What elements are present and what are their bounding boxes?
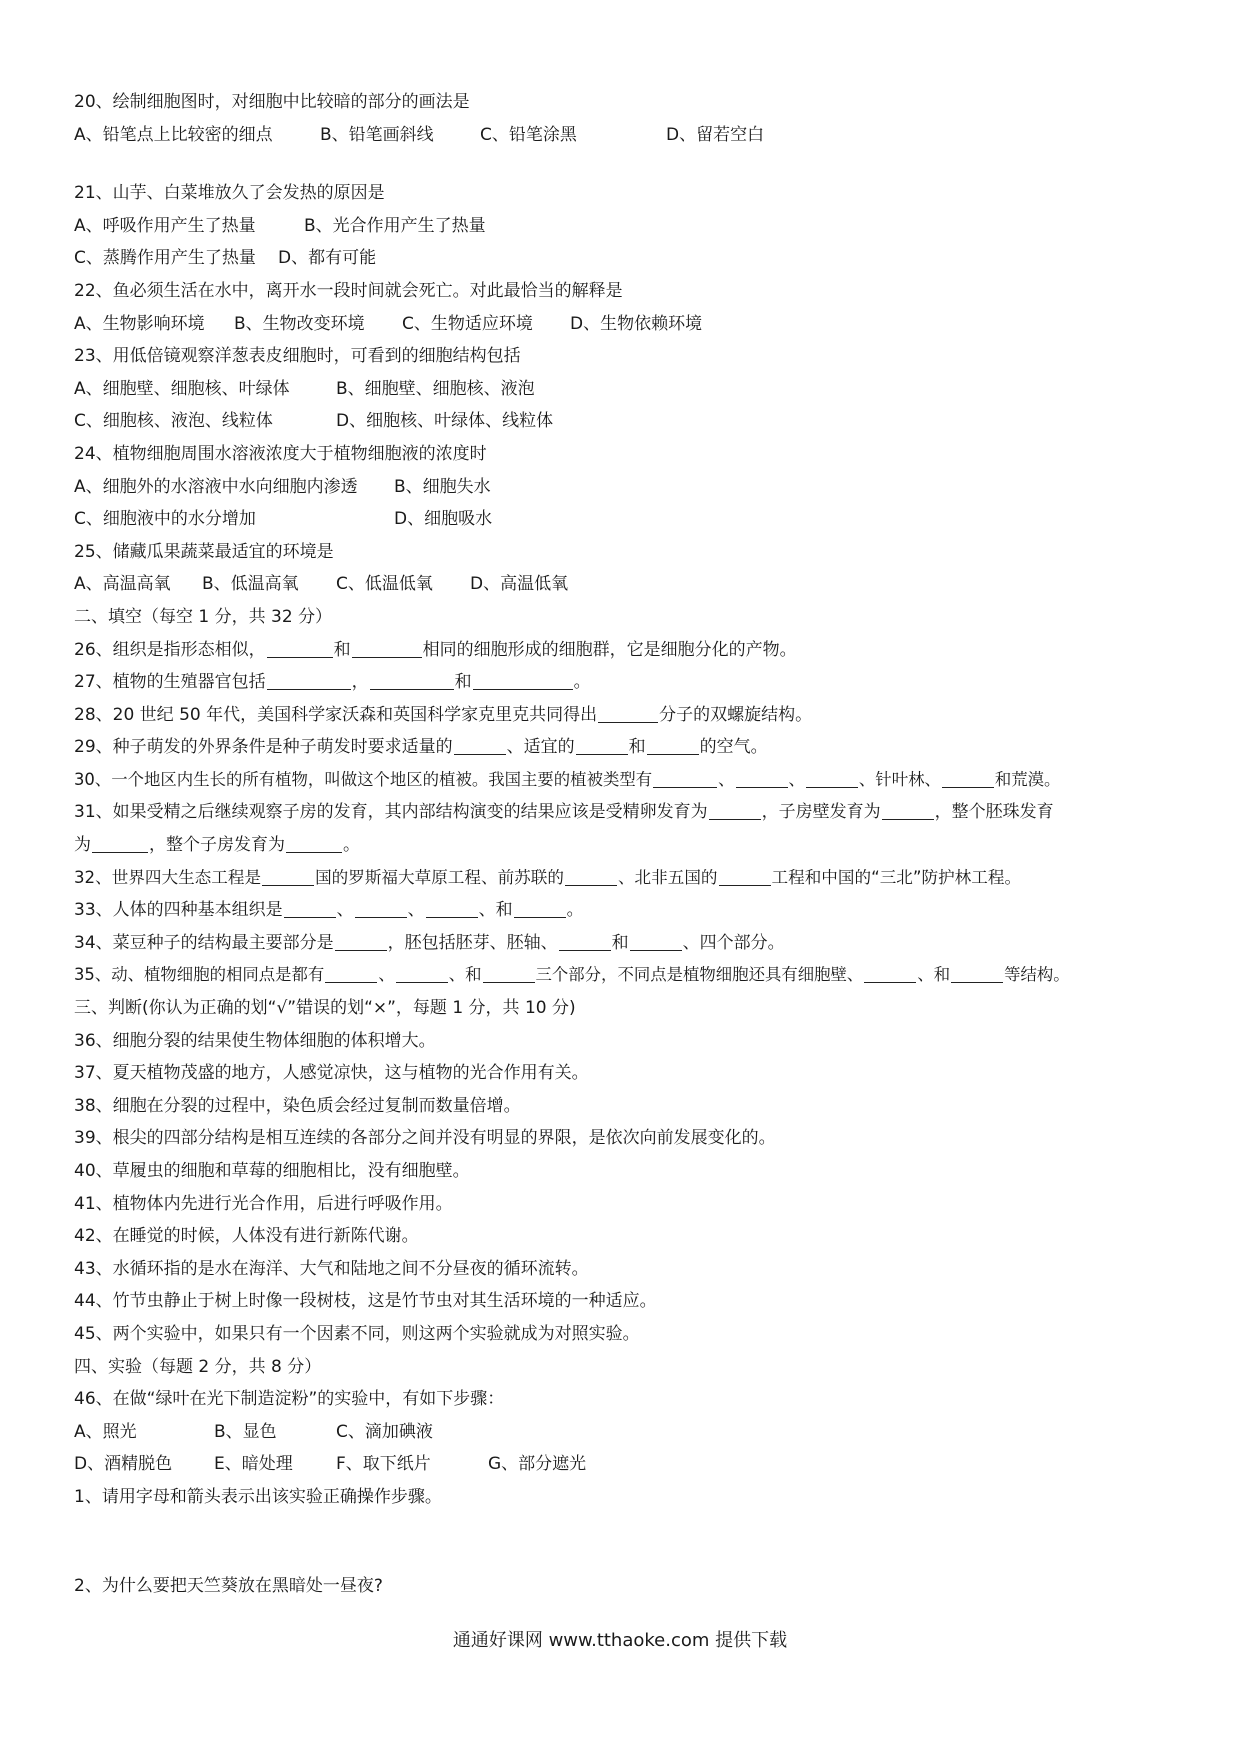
text: 和荒漠。 [994,769,1061,789]
text: 。 [566,900,584,921]
option-b: B、低温高氧 [202,574,299,595]
question-46-sub2: 2、为什么要把天竺葵放在黑暗处一昼夜? [74,1575,383,1596]
answer-blank[interactable] [806,767,858,788]
question-34 [74,927,1184,960]
text: 、四个部分。 [682,932,785,953]
step-d: D、酒精脱色 [74,1454,173,1475]
question-26 [74,634,1184,667]
answer-blank[interactable] [92,832,148,853]
question-21-stem: 21、山芋、白菜堆放久了会发热的原因是 [74,183,385,204]
text: 34、菜豆种子的结构最主要部分是 [74,932,334,953]
answer-blank[interactable] [864,962,916,983]
text: 国的罗斯福大草原工程、前苏联的 [315,867,564,887]
page-footer: 通通好课网 www.tthaoke.com 提供下载 [452,1630,788,1651]
text: 28、20 世纪 50 年代，美国科学家沃森和英国科学家克里克共同得出 [74,704,598,725]
answer-space [74,1514,1184,1570]
question-43: 43、水循环指的是水在海洋、大气和陆地之间不分昼夜的循环流转。 [74,1258,589,1279]
answer-blank[interactable] [565,865,617,886]
text: 。 [573,672,591,693]
text: 、和 [917,965,951,985]
text: 和 [628,737,646,758]
text: 、 [407,900,425,921]
text: 27、植物的生殖器官包括 [74,672,266,693]
answer-blank[interactable] [483,962,535,983]
text: ， [351,672,369,693]
spacer [74,151,1184,177]
text: ，整个子房发育为 [149,835,285,856]
text: ，整个胚珠发育 [934,802,1054,823]
text: 工程和中国的“三北”防护林工程。 [771,867,1022,887]
question-24-options-row2 [74,503,1184,536]
question-20-options [74,119,1184,152]
option-c: C、生物适应环境 [402,313,533,334]
text: 、 [718,769,735,789]
answer-blank[interactable] [267,669,351,690]
option-d: D、留若空白 [666,124,765,145]
option-d: D、细胞核、叶绿体、线粒体 [336,411,554,432]
answer-blank[interactable] [653,767,717,788]
option-a: A、细胞壁、细胞核、叶绿体 [74,378,290,399]
question-20-stem: 20、绘制细胞图时，对细胞中比较暗的部分的画法是 [74,92,470,112]
answer-blank[interactable] [426,897,478,918]
option-c: C、细胞核、液泡、线粒体 [74,411,273,432]
option-b: B、铅笔画斜线 [320,124,434,145]
text: 、针叶林、 [858,769,941,789]
option-c: C、蒸腾作用产生了热量 [74,248,256,269]
option-a: A、生物影响环境 [74,313,205,334]
answer-blank[interactable] [335,930,387,951]
section-heading-fill-in: 二、填空（每空 1 分，共 32 分） [74,606,333,627]
text: 31、如果受精之后继续观察子房的发育，其内部结构演变的结果应该是受精卵发育为 [74,802,708,823]
option-d: D、高温低氧 [470,574,569,595]
question-42: 42、在睡觉的时候，人体没有进行新陈代谢。 [74,1226,419,1247]
answer-blank[interactable] [559,930,611,951]
question-33 [74,894,1184,927]
question-22-options [74,308,1184,341]
question-39: 39、根尖的四部分结构是相互连续的各部分之间并没有明显的界限，是依次向前发展变化的。 [74,1128,776,1149]
text: 、适宜的 [506,737,575,758]
text: 分子的双螺旋结构。 [659,704,813,725]
question-22-stem: 22、鱼必须生活在水中，离开水一段时间就会死亡。对此最恰当的解释是 [74,280,623,301]
question-21-options-row1 [74,210,1184,243]
question-46-steps-row1 [74,1416,1184,1449]
text: ，胚包括胚芽、胚轴、 [387,932,558,953]
answer-blank[interactable] [473,669,573,690]
answer-blank[interactable] [514,897,566,918]
answer-blank[interactable] [576,734,628,755]
option-b: B、生物改变环境 [234,313,365,334]
question-41: 41、植物体内先进行光合作用，后进行呼吸作用。 [74,1193,453,1214]
text: 26、组织是指形态相似， [74,639,266,660]
text: 和 [611,932,629,953]
step-a: A、照光 [74,1421,137,1442]
answer-blank[interactable] [951,962,1003,983]
question-37: 37、夏天植物茂盛的地方，人感觉凉快，这与植物的光合作用有关。 [74,1063,589,1084]
question-23-options-row2 [74,405,1184,438]
question-38: 38、细胞在分裂的过程中，染色质会经过复制而数量倍增。 [74,1095,521,1116]
text: 和 [333,639,351,660]
question-24-options-row1 [74,471,1184,504]
text: 35、动、植物细胞的相同点是都有 [74,965,325,985]
question-31-line2 [74,829,1184,862]
text: 和 [454,672,472,693]
text: 为 [74,835,91,856]
option-d: D、细胞吸水 [394,509,493,530]
option-c: C、细胞液中的水分增加 [74,509,256,530]
text: 32、世界四大生态工程是 [74,867,262,887]
option-a: A、高温高氧 [74,574,171,595]
step-c: C、滴加碘液 [336,1421,433,1442]
text: 30、一个地区内生长的所有植物，叫做这个地区的植被。我国主要的植被类型有 [74,769,653,789]
question-46-sub1: 1、请用字母和箭头表示出该实验正确操作步骤。 [74,1486,442,1507]
question-46-steps-row2 [74,1448,1184,1481]
question-24-stem: 24、植物细胞周围水溶液浓度大于植物细胞液的浓度时 [74,443,487,464]
text: 、 [788,769,805,789]
answer-blank[interactable] [325,962,377,983]
question-30 [74,764,1184,797]
question-31-line1 [74,796,1184,829]
option-b: B、光合作用产生了热量 [304,215,486,236]
question-40: 40、草履虫的细胞和草莓的细胞相比，没有细胞壁。 [74,1161,470,1181]
step-e: E、暗处理 [214,1454,293,1475]
question-23-stem: 23、用低倍镜观察洋葱表皮细胞时，可看到的细胞结构包括 [74,346,521,367]
option-a: A、细胞外的水溶液中水向细胞内渗透 [74,476,358,497]
answer-blank[interactable] [709,799,761,820]
text: 相同的细胞形成的细胞群，它是细胞分化的产物。 [422,639,797,660]
answer-blank[interactable] [454,734,506,755]
question-27 [74,666,1184,699]
section-heading-experiment: 四、实验（每题 2 分，共 8 分） [74,1356,322,1377]
option-b: B、细胞失水 [394,476,491,497]
answer-blank[interactable] [630,930,682,951]
text: 、北非五国的 [617,867,718,887]
answer-blank[interactable] [396,962,448,983]
text: 、和 [448,965,482,985]
step-g: G、部分遮光 [488,1454,587,1475]
question-29 [74,731,1184,764]
answer-blank[interactable] [370,669,454,690]
option-d: D、生物依赖环境 [570,313,703,334]
question-25-options [74,568,1184,601]
option-c: C、铅笔涂黑 [480,124,577,145]
section-heading-true-false: 三、判断(你认为正确的划“√”错误的划“×”，每题 1 分，共 10 分) [74,998,576,1019]
step-f: F、取下纸片 [336,1454,431,1475]
text: 的空气。 [699,737,768,758]
option-d: D、都有可能 [278,248,377,269]
answer-blank[interactable] [286,832,342,853]
question-45: 45、两个实验中，如果只有一个因素不同，则这两个实验就成为对照实验。 [74,1323,640,1344]
question-23-options-row1 [74,373,1184,406]
question-35 [74,959,1184,992]
option-b: B、细胞壁、细胞核、液泡 [336,378,535,399]
question-21-options-row2 [74,242,1184,275]
text: 。 [343,835,360,856]
answer-blank[interactable] [942,767,994,788]
answer-blank[interactable] [736,767,788,788]
text: 33、人体的四种基本组织是 [74,900,283,921]
step-b: B、显色 [214,1421,277,1442]
answer-blank[interactable] [262,865,314,886]
question-36: 36、细胞分裂的结果使生物体细胞的体积增大。 [74,1030,436,1051]
answer-blank[interactable] [284,897,336,918]
answer-blank[interactable] [267,637,333,658]
answer-blank[interactable] [598,702,658,723]
answer-blank[interactable] [355,897,407,918]
answer-blank[interactable] [647,734,699,755]
option-c: C、低温低氧 [336,574,433,595]
question-46-stem: 46、在做“绿叶在光下制造淀粉”的实验中，有如下步骤： [74,1389,505,1410]
answer-blank[interactable] [719,865,771,886]
text: 、和 [478,900,513,921]
text: 三个部分，不同点是植物细胞还具有细胞壁、 [535,965,864,985]
text: 、 [336,900,354,921]
option-a: A、铅笔点上比较密的细点 [74,124,273,145]
answer-blank[interactable] [352,637,422,658]
question-25-stem: 25、储藏瓜果蔬菜最适宜的环境是 [74,541,334,562]
text: ，子房壁发育为 [761,802,881,823]
text: 、 [378,965,395,985]
text: 29、种子萌发的外界条件是种子萌发时要求适量的 [74,737,453,758]
question-28 [74,699,1184,732]
answer-blank[interactable] [882,799,934,820]
exam-page [74,86,1184,1602]
text: 等结构。 [1004,965,1070,985]
question-44: 44、竹节虫静止于树上时像一段树枝，这是竹节虫对其生活环境的一种适应。 [74,1291,657,1312]
question-32 [74,862,1184,895]
option-a: A、呼吸作用产生了热量 [74,215,256,236]
